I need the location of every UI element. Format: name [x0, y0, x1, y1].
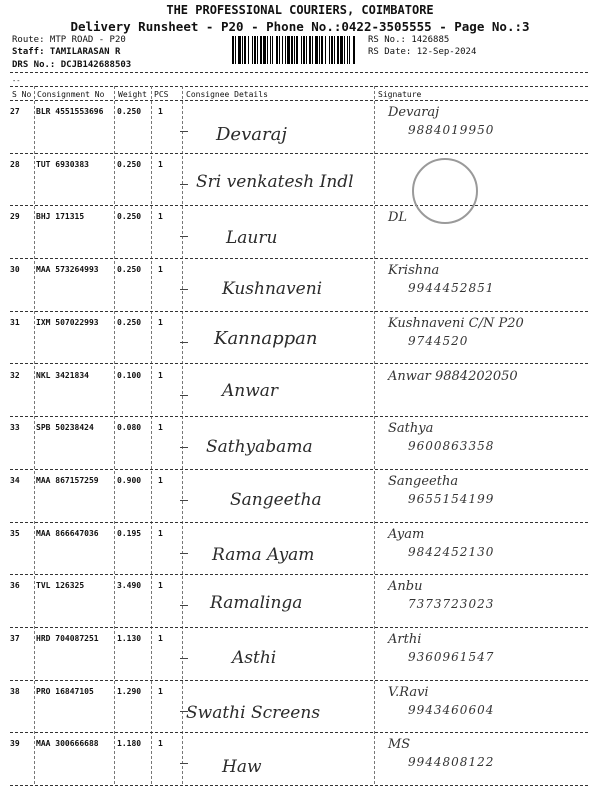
row-pcs: 1: [158, 265, 163, 275]
row-pcs: 1: [158, 739, 163, 749]
barcode-bar: [244, 36, 246, 64]
runsheet-subtitle: Delivery Runsheet - P20 - Phone No.:0422-3505555 - Page No.:3: [70, 19, 530, 34]
table-row: [10, 681, 588, 734]
row-consignment: HRD 704087251: [36, 634, 99, 643]
barcode-bar: [337, 36, 339, 64]
rs-date: RS Date: 12-Sep-2024: [368, 47, 477, 57]
barcode-bar: [285, 36, 286, 64]
signature-handwriting: Anwar 9884202050: [388, 368, 518, 384]
barcode-bar: [349, 36, 350, 64]
row-weight: 0.195: [117, 528, 142, 538]
company-stamp: [412, 158, 478, 224]
company-title: THE PROFESSIONAL COURIERS, COIMBATORE: [166, 3, 434, 17]
consignee-dash: [180, 658, 188, 659]
barcode-bar: [276, 36, 278, 64]
row-pcs: 1: [158, 581, 163, 591]
row-sno: 29: [10, 212, 20, 222]
signature-handwriting: DL: [388, 210, 408, 226]
barcode-bar: [303, 36, 305, 64]
barcode-bar: [325, 36, 326, 64]
consignee-handwriting: Devaraj: [216, 124, 287, 145]
row-consignment: MAA 866647036: [36, 528, 99, 538]
signature-handwriting: Krishna: [388, 263, 440, 279]
signature-phone: 7373723023: [408, 597, 495, 612]
barcode-bar: [263, 36, 266, 64]
signature-handwriting: Kushnaveni C/N P20: [388, 315, 524, 331]
col-pcs: PCS: [154, 90, 169, 99]
barcode-bar: [353, 36, 355, 64]
barcode-bar: [315, 36, 318, 64]
barcode-bar: [235, 36, 236, 64]
table-row: [10, 470, 588, 523]
barcode-bar: [267, 36, 268, 64]
row-weight: 1.180: [117, 739, 142, 749]
consignee-handwriting: Asthi: [232, 648, 277, 668]
row-pcs: 1: [158, 475, 163, 485]
table-row: [10, 575, 588, 628]
divider-top: [10, 72, 588, 73]
barcode-bar: [238, 36, 241, 64]
col-consignment: Consignment No: [37, 90, 105, 99]
barcode-bar: [296, 36, 298, 64]
row-pcs: 1: [158, 370, 163, 380]
col-signature: Signature: [378, 90, 422, 99]
row-sno: 31: [10, 317, 20, 327]
signature-handwriting: Sangeetha: [388, 473, 459, 489]
row-weight: 0.100: [117, 370, 142, 380]
row-consignment: MAA 300666688: [36, 739, 99, 749]
signature-phone: 9884019950: [408, 123, 495, 137]
barcode-bar: [254, 36, 256, 64]
row-sno: 30: [10, 265, 20, 275]
barcode-bar: [252, 36, 253, 64]
barcode-bar: [232, 36, 234, 64]
row-sno: 27: [10, 107, 20, 116]
drs-text: DRS No.: DCJB142688503: [12, 60, 132, 70]
barcode-bar: [329, 36, 330, 64]
row-sno: 33: [10, 423, 20, 433]
row-divider: [10, 785, 588, 786]
consignee-dash: [180, 605, 188, 606]
consignee-handwriting: Anwar: [222, 380, 279, 401]
signature-handwriting: V.Ravi: [388, 684, 429, 700]
consignee-dash: [180, 763, 188, 764]
table-row: [10, 523, 588, 576]
barcode-bar: [272, 36, 273, 64]
row-sno: 35: [10, 528, 20, 538]
barcode: [232, 36, 356, 64]
row-consignment: BLR 4551553696: [36, 107, 104, 116]
barcode-bar: [282, 36, 283, 64]
signature-handwriting: Devaraj: [388, 105, 440, 120]
signature-handwriting: Arthi: [388, 632, 422, 647]
barcode-bar: [242, 36, 243, 64]
row-weight: 0.900: [117, 475, 142, 485]
barcode-bar: [319, 36, 320, 64]
barcode-bar: [248, 36, 249, 64]
row-weight: 1.130: [117, 634, 142, 643]
table-row: [10, 628, 588, 681]
consignee-dash: [180, 184, 188, 185]
consignee-handwriting: Sathyabama: [206, 437, 313, 458]
row-weight: 0.250: [117, 107, 142, 116]
signature-handwriting: Sathya: [388, 421, 434, 437]
row-pcs: 1: [158, 159, 163, 169]
col-consignee: Consignee Details: [186, 90, 268, 99]
consignee-handwriting: Sangeetha: [230, 489, 322, 510]
barcode-bar: [301, 36, 302, 64]
row-weight: 0.250: [117, 212, 142, 222]
signature-phone: 9360961547: [408, 650, 495, 664]
row-sno: 37: [10, 634, 20, 643]
row-consignment: IXM 507022993: [36, 317, 99, 327]
divider-header: [10, 86, 588, 87]
barcode-bar: [306, 36, 307, 64]
row-weight: 1.290: [117, 686, 142, 696]
row-sno: 38: [10, 686, 20, 696]
consignee-handwriting: Rama Ayam: [212, 544, 315, 565]
row-consignment: BHJ 171315: [36, 212, 85, 222]
col-weight: Weight: [118, 90, 147, 99]
barcode-bar: [331, 36, 333, 64]
row-pcs: 1: [158, 634, 163, 643]
row-sno: 32: [10, 370, 20, 380]
barcode-bar: [287, 36, 290, 64]
consignee-dash: [180, 342, 188, 343]
table-row: [10, 312, 588, 365]
consignee-handwriting: Kannappan: [214, 327, 318, 349]
barcode-bar: [260, 36, 262, 64]
route-text: Route: MTP ROAD - P20: [12, 35, 126, 45]
row-pcs: 1: [158, 686, 163, 696]
table-row: [10, 417, 588, 470]
row-consignment: SPB 50238424: [36, 423, 94, 433]
barcode-bar: [309, 36, 311, 64]
consignee-dash: [180, 500, 188, 501]
consignee-handwriting: Kushnaveni: [222, 279, 323, 300]
consignee-handwriting: Haw: [222, 757, 262, 778]
table-row: [10, 259, 588, 312]
row-weight: 0.080: [117, 423, 142, 433]
barcode-bar: [334, 36, 335, 64]
consignee-handwriting: Lauru: [226, 228, 278, 249]
col-sno: S No: [12, 90, 32, 99]
signature-handwriting: Anbu: [388, 579, 423, 595]
row-consignment: PRO 16847105: [36, 686, 94, 696]
row-sno: 34: [10, 475, 20, 485]
consignee-dash: [180, 395, 188, 396]
table-row: [10, 154, 588, 207]
barcode-bar: [347, 36, 348, 64]
barcode-bar: [291, 36, 293, 64]
consignee-dash: [180, 289, 188, 290]
signature-handwriting: MS: [388, 737, 411, 753]
consignee-dash: [180, 131, 188, 132]
table-row: [10, 101, 588, 154]
row-weight: 0.250: [117, 317, 142, 327]
row-sno: 36: [10, 581, 20, 591]
rs-number: RS No.: 1426885: [368, 35, 450, 45]
table-row: [10, 365, 588, 418]
row-pcs: 1: [158, 423, 163, 433]
consignee-handwriting: Ramalinga: [210, 593, 303, 614]
consignee-handwriting: Swathi Screens: [186, 702, 321, 723]
barcode-bar: [340, 36, 343, 64]
row-weight: 0.250: [117, 265, 142, 275]
consignee-dash: [180, 447, 188, 448]
row-consignment: TUT 6930383: [36, 159, 89, 169]
barcode-bar: [344, 36, 345, 64]
row-pcs: 1: [158, 317, 163, 327]
row-weight: 3.490: [117, 581, 142, 591]
row-sno: 28: [10, 159, 20, 169]
signature-handwriting: Ayam: [388, 526, 425, 542]
row-consignment: NKL 3421834: [36, 370, 89, 380]
row-pcs: 1: [158, 528, 163, 538]
row-consignment: MAA 573264993: [36, 265, 99, 275]
staff-text: Staff: TAMILARASAN R: [12, 47, 121, 57]
barcode-bar: [279, 36, 280, 64]
consignee-dash: [180, 236, 188, 237]
barcode-bar: [270, 36, 271, 64]
row-sno: 39: [10, 739, 20, 749]
signature-phone: 9744520: [408, 333, 469, 348]
row-consignment: MAA 867157259: [36, 475, 99, 485]
barcode-bar: [257, 36, 258, 64]
signature-phone: 9944452851: [408, 281, 495, 296]
consignee-handwriting: Sri venkatesh Indl: [196, 171, 354, 192]
row-pcs: 1: [158, 107, 163, 116]
row-weight: 0.250: [117, 159, 142, 169]
table-row: [10, 733, 588, 786]
signature-phone: 9655154199: [408, 491, 495, 506]
signature-phone: 9600863358: [408, 439, 495, 454]
barcode-bar: [321, 36, 323, 64]
barcode-bar: [294, 36, 295, 64]
consignee-dash: [180, 553, 188, 554]
signature-phone: 9944808122: [408, 755, 495, 770]
signature-phone: 9943460604: [408, 702, 495, 717]
barcode-bar: [312, 36, 313, 64]
row-consignment: TVL 126325: [36, 581, 85, 591]
row-pcs: 1: [158, 212, 163, 222]
dots-mark: --: [12, 77, 21, 85]
signature-phone: 9842452130: [408, 544, 495, 559]
table-row: [10, 206, 588, 259]
